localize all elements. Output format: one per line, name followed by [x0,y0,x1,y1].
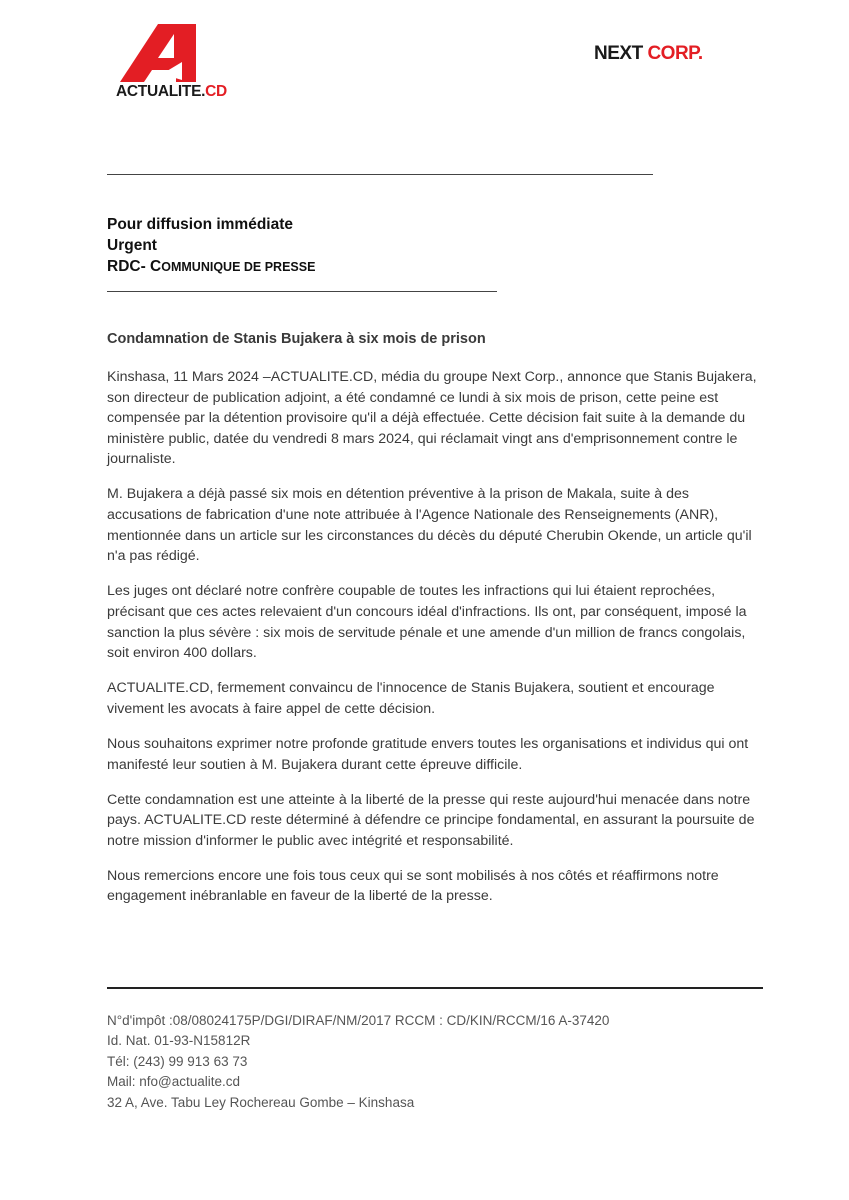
footer-phone: Tél: (243) 99 913 63 73 [107,1053,248,1069]
paragraph: ACTUALITE.CD, fermement convaincu de l'innocence de Stanis Bujakera, soutient et encourage vivement les avocats à faire appel de cette décision. [107,680,715,717]
press-release-body [107,367,763,922]
paragraph: Nous souhaitons exprimer notre profonde gratitude envers toutes les organisations et individus qui ont manifesté leur soutien à M. Bujakera durant cette épreuve difficile. [107,735,749,773]
paragraph: Nous remercions encore une fois tous ceux qui se sont mobilisés à nos côtés et réaffirmons notre engagement inébranlable en faveur de la liberté de la presse. [107,867,719,905]
divider-top [107,174,653,175]
footer-mail: Mail: nfo@actualite.cd [107,1074,241,1090]
paragraph: Les juges ont déclaré notre confrère coupable de toutes les infractions qui lui étaient reprochées, précisant que ces actes relevaient d'un concours idéal d'infractions. Ils ont, par conséquent, imposé la sanction la plus sévère : six mois de servitude pénale et une amende d'un million de francs congolais, soit environ 400 dollars. [107,583,747,662]
release-line-immediate: Pour diffusion immédiate [107,216,294,233]
divider-footer [107,987,763,989]
footer-address: 32 A, Ave. Tabu Ley Rochereau Gombe – Kinshasa [107,1094,415,1110]
next-corp-logo: NEXT CORP. [594,43,703,64]
release-line-urgent: Urgent [107,237,157,254]
actualite-logo [113,22,227,102]
divider-header [107,291,497,292]
paragraph: Kinshasa, 11 Mars 2024 –ACTUALITE.CD, média du groupe Next Corp., annonce que Stanis Bujakera, son directeur de publication adjoint, a été condamné ce lundi à six mois de prison, cette peine est compensée par la détention provisoire qu'il a déjà effectuée. Cette décision fait suite à la demande du ministère public, datée du vendredi 8 mars 2024, qui réclamait vingt ans d'emprisonnement contre le journaliste. [107,369,757,468]
paragraph: Cette condamnation est une atteinte à la liberté de la presse qui reste aujourd'hui menacée dans notre pays. ACTUALITE.CD reste déterminé à défendre ce principe fondamental, en assurant la poursuite de notre mission d'informer le public avec intégrité et responsabilité. [107,791,755,849]
release-line-type: RDC- COMMUNIQUE DE PRESSE [107,258,316,275]
footer [107,1011,609,1113]
footer-national-id: Id. Nat. 01-93-N15812R [107,1033,251,1049]
headline: Condamnation de Stanis Bujakera à six mois de prison [107,331,486,347]
actualite-logo-text: ACTUALITE.CD [116,83,227,100]
actualite-a-logo-icon [118,22,208,84]
footer-tax-id: N°d'impôt :08/08024175P/DGI/DIRAF/NM/2017 RCCM : CD/KIN/RCCM/16 A-37420 [107,1013,610,1028]
paragraph: M. Bujakera a déjà passé six mois en détention préventive à la prison de Makala, suite à des accusations de fabrication d'une note attribuée à l'Agence Nationale des Renseignements (ANR), mentionnée dans un article sur les circonstances du décès du député Cherubin Okende, un article qu'il n'a pas rédigé. [107,486,752,565]
release-header [107,214,315,277]
